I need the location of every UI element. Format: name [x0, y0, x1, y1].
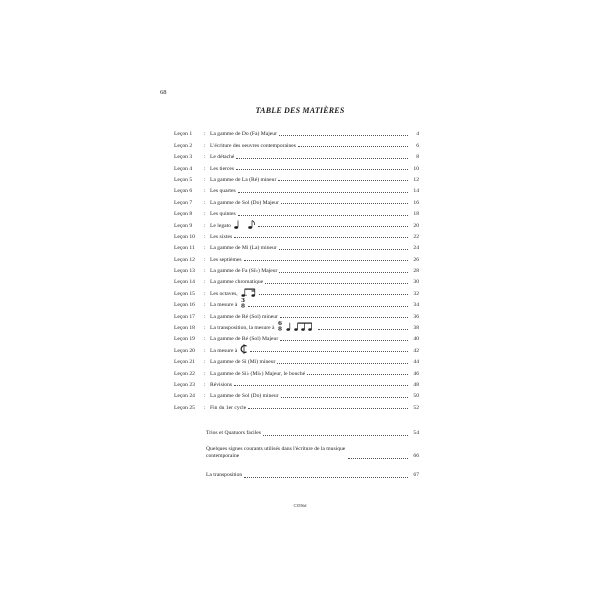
- lesson-title-cell: [210, 200, 279, 206]
- lesson-number: Leçon 9: [174, 222, 193, 229]
- lesson-number: Leçon 10: [174, 233, 195, 240]
- appendix-list: [206, 430, 419, 479]
- time-signature-icon: [277, 320, 283, 331]
- lesson-title: La mesure à: [210, 347, 238, 354]
- dot-leader: [234, 385, 408, 386]
- lesson-number: Leçon 16: [174, 302, 195, 309]
- lesson-title: La gamme de Si (Mi) mineur: [210, 359, 276, 366]
- separator: :: [204, 302, 206, 309]
- lesson-title: Les quintes: [210, 211, 236, 218]
- lesson-number: Leçon 25: [174, 404, 195, 411]
- page-ref: 20: [413, 222, 419, 229]
- page-ref: 66: [413, 453, 419, 459]
- lesson-title: La gamme chromatique: [210, 279, 264, 286]
- toc-entry: [174, 217, 419, 228]
- lesson-title: La gamme de Ré (Sol) Majeur: [210, 336, 279, 343]
- lesson-title-cell: [210, 188, 236, 194]
- toc-entry: [174, 285, 419, 296]
- dot-leader: [279, 272, 408, 273]
- lesson-title: La gamme de Do (Fa) Majeur: [210, 131, 277, 138]
- toc-entry: [174, 308, 419, 319]
- page-ref: 44: [413, 359, 419, 366]
- dot-leader: [250, 351, 408, 352]
- toc-entry: [174, 172, 419, 183]
- page-ref: 46: [413, 370, 419, 377]
- footer-code: C3556d: [293, 503, 307, 508]
- lesson-title: Les septièmes: [210, 256, 242, 263]
- lesson-number: Leçon 19: [174, 336, 195, 343]
- separator: :: [204, 370, 206, 377]
- separator: :: [204, 290, 206, 297]
- separator: :: [204, 393, 206, 400]
- toc-entry: [174, 331, 419, 342]
- lesson-number: Leçon 5: [174, 176, 193, 183]
- svg-text:8: 8: [241, 303, 246, 309]
- page-ref: 48: [413, 381, 419, 388]
- dot-leader: [236, 169, 408, 170]
- lesson-title: Le legato: [210, 222, 231, 229]
- dot-leader: [234, 237, 408, 238]
- dot-leader: [258, 226, 408, 227]
- page-ref: 42: [413, 347, 419, 354]
- lesson-title: L'écriture des oeuvres contemporaines: [210, 142, 296, 149]
- lesson-title-cell: [210, 245, 277, 251]
- lesson-number: Leçon 12: [174, 256, 195, 263]
- lesson-title-cell: [210, 257, 242, 263]
- lesson-title-cell: [210, 405, 246, 411]
- lesson-number: Leçon 13: [174, 268, 195, 275]
- lesson-title: La gamme de Sol (Do) mineur: [210, 393, 279, 400]
- page-ref: 28: [413, 268, 419, 275]
- dotted-eighth-sixteenth-rhythm-icon: [241, 288, 257, 297]
- lesson-title-cell: [210, 320, 316, 331]
- dot-leader: [281, 397, 408, 398]
- lesson-number: Leçon 23: [174, 381, 195, 388]
- page-ref: 40: [413, 336, 419, 343]
- separator: :: [204, 268, 206, 275]
- dot-leader: [348, 458, 408, 459]
- dot-leader: [238, 215, 408, 216]
- toc-entry: [174, 194, 419, 205]
- lesson-number: Leçon 8: [174, 211, 193, 218]
- lesson-title-cell: [210, 166, 234, 172]
- dot-leader: [248, 408, 408, 409]
- page-ref: 32: [413, 290, 419, 297]
- page-ref: 24: [413, 245, 419, 252]
- lesson-title-cell: [210, 297, 246, 308]
- toc-entry: [174, 183, 419, 194]
- lesson-title-cell: [210, 143, 296, 149]
- toc-entry: [174, 229, 419, 240]
- dot-leader: [277, 363, 408, 364]
- separator: :: [204, 336, 206, 343]
- dot-leader: [280, 340, 408, 341]
- page-ref: 30: [413, 279, 419, 286]
- lesson-title: Les quartes: [210, 188, 236, 195]
- lesson-number: Leçon 3: [174, 154, 193, 161]
- lesson-title: La gamme de Si♭ (Mi♭) Majeur, le bouché: [210, 370, 306, 377]
- separator: :: [204, 211, 206, 218]
- lesson-title: La gamme de Ré (Sol) mineur: [210, 313, 278, 320]
- lesson-number: Leçon 14: [174, 279, 195, 286]
- page-ref: 54: [413, 430, 419, 436]
- toc-entry: [174, 320, 419, 331]
- dot-leader: [279, 249, 408, 250]
- toc-entry: [174, 126, 419, 137]
- appendix-title: Trios et Quatuors faciles: [206, 430, 261, 436]
- separator: :: [204, 176, 206, 183]
- toc-entry: [174, 137, 419, 148]
- dot-leader: [259, 294, 408, 295]
- lesson-title-cell: [210, 314, 278, 320]
- lesson-number: Leçon 1: [174, 131, 193, 138]
- lesson-title: La transposition, la mesure à: [210, 325, 275, 332]
- lesson-number: Leçon 22: [174, 370, 195, 377]
- page-ref: 16: [413, 199, 419, 206]
- lesson-title-cell: [210, 382, 232, 388]
- appendix-entry: [206, 446, 419, 460]
- dot-leader: [318, 329, 408, 330]
- toc-entry: [174, 354, 419, 365]
- dot-leader: [236, 158, 408, 159]
- svg-text:8: 8: [278, 326, 283, 332]
- dot-leader: [244, 477, 408, 478]
- separator: :: [204, 359, 206, 366]
- toc-entry: [174, 399, 419, 410]
- toc-entry: [174, 160, 419, 171]
- lesson-number: Leçon 18: [174, 325, 195, 332]
- page-ref: 8: [416, 154, 419, 161]
- separator: :: [204, 381, 206, 388]
- toc-entry: [174, 206, 419, 217]
- page-ref: 50: [413, 393, 419, 400]
- toc-entry: [174, 388, 419, 399]
- lesson-title: Les octaves,: [210, 290, 238, 297]
- lesson-title: Les tierces: [210, 165, 235, 172]
- separator: :: [204, 154, 206, 161]
- dot-leader: [238, 192, 408, 193]
- separator: :: [204, 347, 206, 354]
- toc-entry: [174, 251, 419, 262]
- dot-leader: [265, 283, 408, 284]
- dot-leader: [244, 260, 408, 261]
- appendix-entry: [206, 472, 419, 479]
- separator: :: [204, 142, 206, 149]
- time-signature-icon: [240, 297, 246, 308]
- lesson-title-cell: [210, 211, 236, 217]
- lesson-number: Leçon 21: [174, 359, 195, 366]
- toc-entry: [174, 263, 419, 274]
- lesson-title-cell: [210, 234, 232, 240]
- lesson-title: La gamme de Mi (La) mineur: [210, 245, 277, 252]
- page-ref: 10: [413, 165, 419, 172]
- separator: :: [204, 131, 206, 138]
- dot-leader: [298, 146, 408, 147]
- page-ref: 26: [413, 256, 419, 263]
- lesson-number: Leçon 20: [174, 347, 195, 354]
- lesson-number: Leçon 6: [174, 188, 193, 195]
- page-ref: 4: [416, 131, 419, 138]
- lesson-number: Leçon 2: [174, 142, 193, 149]
- dot-leader: [263, 435, 408, 436]
- lesson-title: Révisions: [210, 381, 233, 388]
- triplet-rhythm-icon: [286, 322, 316, 331]
- appendix-title: La transposition: [206, 472, 243, 478]
- separator: :: [204, 313, 206, 320]
- toc-entry: [174, 297, 419, 308]
- dot-leader: [278, 180, 408, 181]
- lesson-title-cell: [210, 177, 276, 183]
- lesson-title: Les sixtes: [210, 233, 233, 240]
- page-ref: 34: [413, 302, 419, 309]
- dot-leader: [280, 317, 408, 318]
- lesson-title-cell: [210, 344, 248, 354]
- page-ref: 67: [413, 472, 419, 478]
- dot-leader: [281, 203, 408, 204]
- separator: :: [204, 404, 206, 411]
- dot-leader: [307, 374, 408, 375]
- separator: :: [204, 325, 206, 332]
- lesson-list: [174, 126, 419, 411]
- lesson-number: Leçon 7: [174, 199, 193, 206]
- lesson-number: Leçon 4: [174, 165, 193, 172]
- separator: :: [204, 222, 206, 229]
- lesson-title: La gamme de Fa (Si♭) Majeur: [210, 268, 278, 275]
- eighth-note-icon: [248, 220, 256, 229]
- toc-entry: [174, 149, 419, 160]
- page-ref: 36: [413, 313, 419, 320]
- separator: :: [204, 256, 206, 263]
- separator: :: [204, 165, 206, 172]
- cut-time-icon: [240, 344, 248, 354]
- separator: :: [204, 279, 206, 286]
- lesson-title-cell: [210, 220, 256, 229]
- page-ref: 12: [413, 176, 419, 183]
- lesson-title-cell: [210, 393, 279, 399]
- svg-text:6: 6: [278, 321, 283, 328]
- toc-entry: [174, 240, 419, 251]
- lesson-title: La mesure à: [210, 302, 238, 309]
- lesson-title: Le détaché: [210, 154, 235, 161]
- separator: :: [204, 233, 206, 240]
- page-ref: 14: [413, 188, 419, 195]
- svg-text:3: 3: [241, 298, 246, 305]
- lesson-title: La gamme de La (Ré) mineur: [210, 176, 277, 183]
- lesson-number: Leçon 24: [174, 393, 195, 400]
- lesson-number: Leçon 15: [174, 290, 195, 297]
- lesson-title-cell: [210, 154, 234, 160]
- lesson-title-cell: [210, 288, 257, 297]
- dot-leader: [248, 306, 408, 307]
- lesson-title-cell: [210, 131, 277, 137]
- lesson-title-cell: [210, 359, 275, 365]
- page-ref: 18: [413, 211, 419, 218]
- lesson-number: Leçon 17: [174, 313, 195, 320]
- separator: :: [204, 188, 206, 195]
- lesson-title: La gamme de Sol (Do) Majeur: [210, 199, 279, 206]
- lesson-title-cell: [210, 336, 278, 342]
- dot-leader: [279, 135, 408, 136]
- lesson-title-cell: [210, 279, 263, 285]
- page-number: 68: [160, 89, 167, 96]
- quarter-note-icon: [234, 220, 240, 229]
- toc-entry: [174, 365, 419, 376]
- appendix-entry: [206, 430, 419, 437]
- lesson-title-cell: [210, 268, 277, 274]
- lesson-number: Leçon 11: [174, 245, 195, 252]
- page-ref: 52: [413, 404, 419, 411]
- appendix-title: Quelques signes courants utilisés dans l'écriture de la musique contemporaine: [206, 446, 346, 459]
- toc-entry: [174, 377, 419, 388]
- toc-entry: [174, 342, 419, 353]
- separator: :: [204, 245, 206, 252]
- lesson-title: Fin du 1er cycle: [210, 404, 247, 411]
- separator: :: [204, 199, 206, 206]
- page-ref: 22: [413, 233, 419, 240]
- lesson-title-cell: [210, 371, 305, 377]
- page-ref: 38: [413, 325, 419, 332]
- page-ref: 6: [416, 142, 419, 149]
- toc-entry: [174, 274, 419, 285]
- page-title: TABLE DES MATIÈRES: [255, 106, 345, 115]
